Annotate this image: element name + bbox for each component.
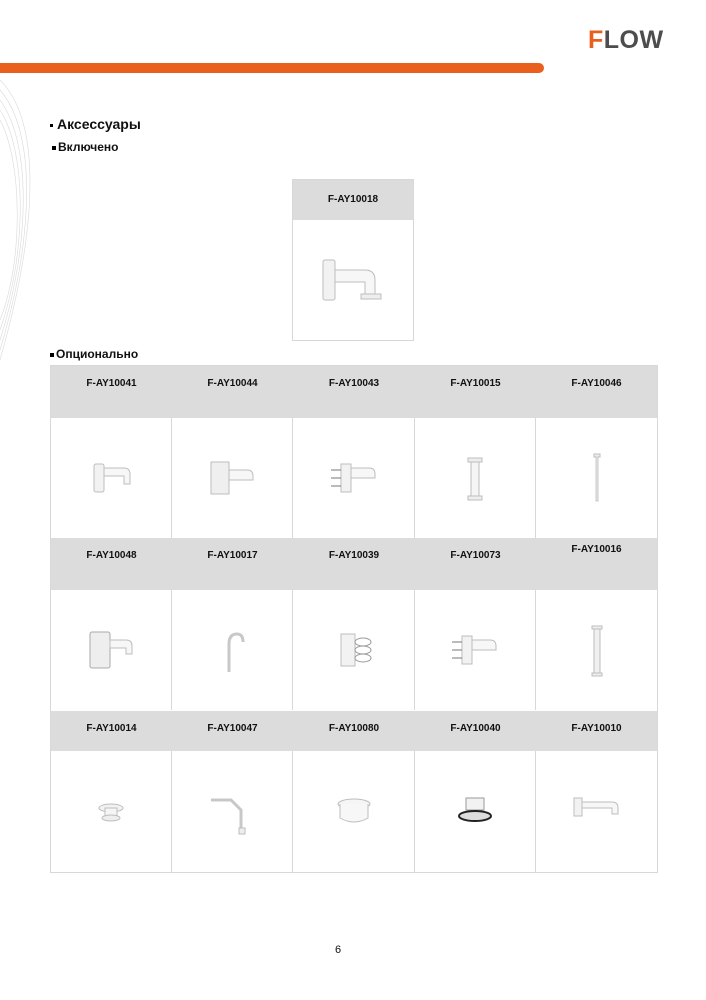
bullet-icon [50, 124, 53, 127]
optional-accessories-table [50, 365, 658, 873]
pendant-long-mount-icon [566, 622, 628, 678]
included-item-image [293, 220, 413, 340]
accessory-image-cell [415, 751, 536, 872]
accessory-model-cell: F-AY10010 [536, 711, 657, 751]
wall-mount-box-bracket-icon [80, 622, 142, 678]
long-wall-arm-icon [566, 784, 628, 840]
accessory-model-cell: F-AY10043 [293, 366, 415, 418]
page-number: 6 [335, 944, 342, 956]
accessory-image-cell [172, 418, 293, 538]
flow-logo: FLOW [588, 26, 664, 54]
optional-label: Опционально [50, 347, 138, 361]
accessory-image-cell [293, 418, 415, 538]
accessory-model-cell: F-AY10046 [536, 366, 657, 418]
accessory-model-cell: F-AY10041 [51, 366, 172, 418]
pole-mount-adapter-icon [323, 622, 385, 678]
pole-mount-bracket-icon [323, 450, 385, 506]
accessory-model-cell: F-AY10080 [293, 711, 415, 751]
header-accent-bar [0, 63, 544, 73]
accessory-image-cell [415, 590, 536, 710]
included-item-model: F-AY10018 [293, 180, 413, 220]
pole-mount-bracket-icon [444, 622, 506, 678]
pendant-short-mount-icon [444, 450, 506, 506]
accessory-image-cell [293, 751, 415, 872]
ceiling-mount-icon [80, 784, 142, 840]
parapet-mount-icon [201, 784, 263, 840]
bullet-icon [50, 353, 54, 357]
long-pendant-pole-icon [566, 450, 628, 506]
accessory-model-cell: F-AY10039 [293, 538, 415, 590]
accessory-image-cell [536, 418, 657, 538]
accessory-model-cell: F-AY10040 [415, 711, 536, 751]
accessory-image-cell [51, 590, 172, 710]
decorative-swirl [0, 60, 60, 360]
accessory-image-cell [51, 751, 172, 872]
corner-mount-bracket-icon [201, 450, 263, 506]
accessory-image-cell [51, 418, 172, 538]
gooseneck-mount-icon [201, 622, 263, 678]
included-item-card [292, 179, 414, 341]
included-label: Включено [52, 140, 118, 154]
accessory-model-cell: F-AY10047 [172, 711, 293, 751]
accessory-model-cell: F-AY10016 [536, 538, 657, 590]
wall-mount-bracket-icon [313, 250, 393, 310]
accessory-model-cell: F-AY10017 [172, 538, 293, 590]
in-ceiling-adapter-icon [323, 784, 385, 840]
in-ceiling-mount-icon [444, 784, 506, 840]
accessory-image-cell [293, 590, 415, 710]
accessory-image-cell [415, 418, 536, 538]
section-title: Аксессуары [50, 116, 141, 132]
accessory-model-cell: F-AY10048 [51, 538, 172, 590]
accessory-model-cell: F-AY10073 [415, 538, 536, 590]
accessory-image-cell [536, 590, 657, 710]
accessory-image-cell [172, 751, 293, 872]
wall-mount-bracket-icon [80, 450, 142, 506]
accessory-model-cell: F-AY10044 [172, 366, 293, 418]
accessory-image-cell [172, 590, 293, 710]
accessory-model-cell: F-AY10014 [51, 711, 172, 751]
accessory-model-cell: F-AY10015 [415, 366, 536, 418]
bullet-icon [52, 146, 56, 150]
accessory-image-cell [536, 751, 657, 872]
